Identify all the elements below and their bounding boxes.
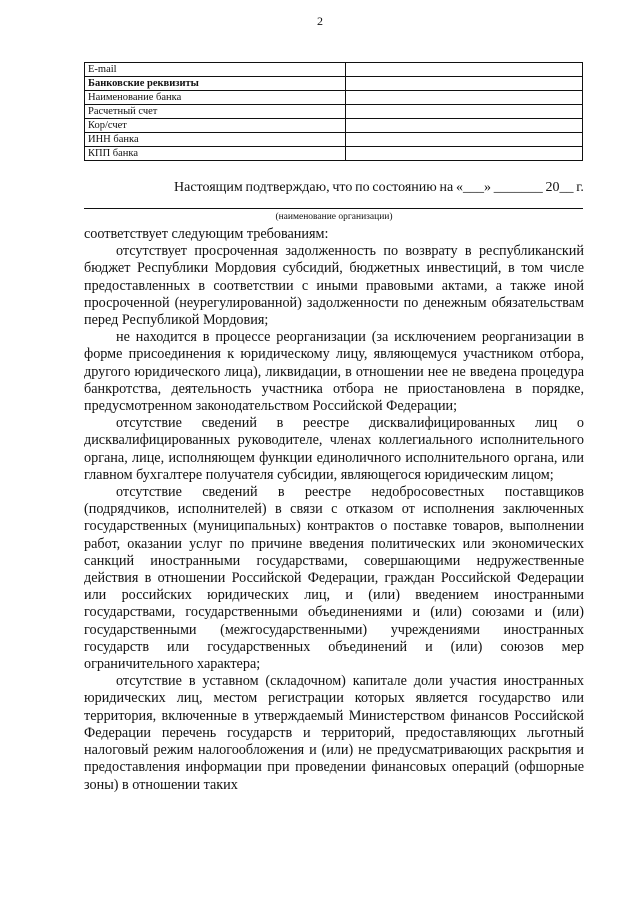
bank-requisites-table xyxy=(84,62,583,161)
row-value-bank-kpp xyxy=(346,147,583,161)
row-value-corr-account xyxy=(346,119,583,133)
table-row xyxy=(85,105,583,119)
confirmation-word: 20__ xyxy=(545,180,574,195)
confirmation-word: Настоящим xyxy=(174,180,243,195)
table-row xyxy=(85,147,583,161)
row-label-bank-name: Наименование банка xyxy=(85,91,346,105)
row-value-bank-inn xyxy=(346,133,583,147)
paragraph: соответствует следующим требованиям: xyxy=(84,226,329,242)
paragraph: отсутствие в уставном (складочном) капитале доли участия иностранных юридических лиц, местом регистрации которых является государство или территория, включенные в утверждаемый Министерством финансов Российской Федерации перечень государств и территорий, предоставляющих льготный налоговый режим налогообложения и (или) не предусматривающих раскрытия и предоставления информации при проведении финансовых операций (офшорные зоны) в отношении таких xyxy=(84,673,584,793)
table-row xyxy=(85,133,583,147)
row-label-bank-requisites: Банковские реквизиты xyxy=(85,77,346,91)
paragraph: отсутствие сведений в реестре дисквалифицированных лиц о дисквалифицированных руководителе, членах коллегиального исполнительного органа, лице, исполняющем функции единоличного исполнительного органа, или главном бухгалтере получателя субсидии, являющегося юридическим лицом; xyxy=(84,415,584,483)
confirmation-word: состоянию xyxy=(372,180,437,195)
confirmation-word: по xyxy=(355,180,370,195)
paragraph: не находится в процессе реорганизации (за исключением реорганизации в форме присоединения к юридическому лицу, являющемуся участником отбора, другого юридического лица), ликвидации, в отношении нее не введена процедура банкротства, деятельность участника отбора не приостановлена в порядке, предусмотренном законодательством Российской Федерации; xyxy=(84,329,584,415)
row-label-corr-account: Кор/счет xyxy=(85,119,346,133)
confirmation-word: г. xyxy=(576,180,584,195)
paragraph: отсутствует просроченная задолженность по возврату в республиканский бюджет Республики Мордовия субсидий, бюджетных инвестиций, в том числе предоставленных в соответствии с иными правовыми актами, а также иной просроченной (неурегулированной) задолженности по денежным обязательствам перед Республикой Мордовия; xyxy=(84,243,584,329)
table-row xyxy=(85,91,583,105)
row-label-settlement-account: Расчетный счет xyxy=(85,105,346,119)
page-number: 2 xyxy=(317,14,323,28)
confirmation-word: что xyxy=(332,180,353,195)
requirements-text xyxy=(84,226,584,794)
row-value-bank-requisites xyxy=(346,77,583,91)
organization-name-line xyxy=(84,208,583,209)
organization-name-caption: (наименование организации) xyxy=(275,212,393,222)
row-value-settlement-account xyxy=(346,105,583,119)
paragraph: отсутствие сведений в реестре недобросовестных поставщиков (подрядчиков, исполнителей) в связи с отказом от исполнения заключенных государственных (муниципальных) контрактов о поставке товаров, выполнении работ, оказании услуг по причине введения политических или экономических санкций иностранными государствами, совершающими недружественные действия в отношении Российской Федерации, граждан Российской Федерации или российских юридических лиц, и (или) введением иностранными государствами, государственными объединениями и (или) союзами и (или) государственными (межгосударственными) учреждениями иностранных государств или государственных объединений и (или) союзов мер ограничительного характера; xyxy=(84,484,584,673)
row-value-email xyxy=(346,63,583,77)
confirmation-word: _______ xyxy=(493,180,543,195)
row-label-email: E-mail xyxy=(85,63,346,77)
confirmation-line xyxy=(174,180,584,196)
row-value-bank-name xyxy=(346,91,583,105)
confirmation-word: подтверждаю, xyxy=(245,180,330,195)
confirmation-word: на xyxy=(439,180,454,195)
table-row xyxy=(85,77,583,91)
row-label-bank-kpp: КПП банка xyxy=(85,147,346,161)
table-row xyxy=(85,63,583,77)
table-row xyxy=(85,119,583,133)
confirmation-word: «___» xyxy=(455,180,491,195)
row-label-bank-inn: ИНН банка xyxy=(85,133,346,147)
